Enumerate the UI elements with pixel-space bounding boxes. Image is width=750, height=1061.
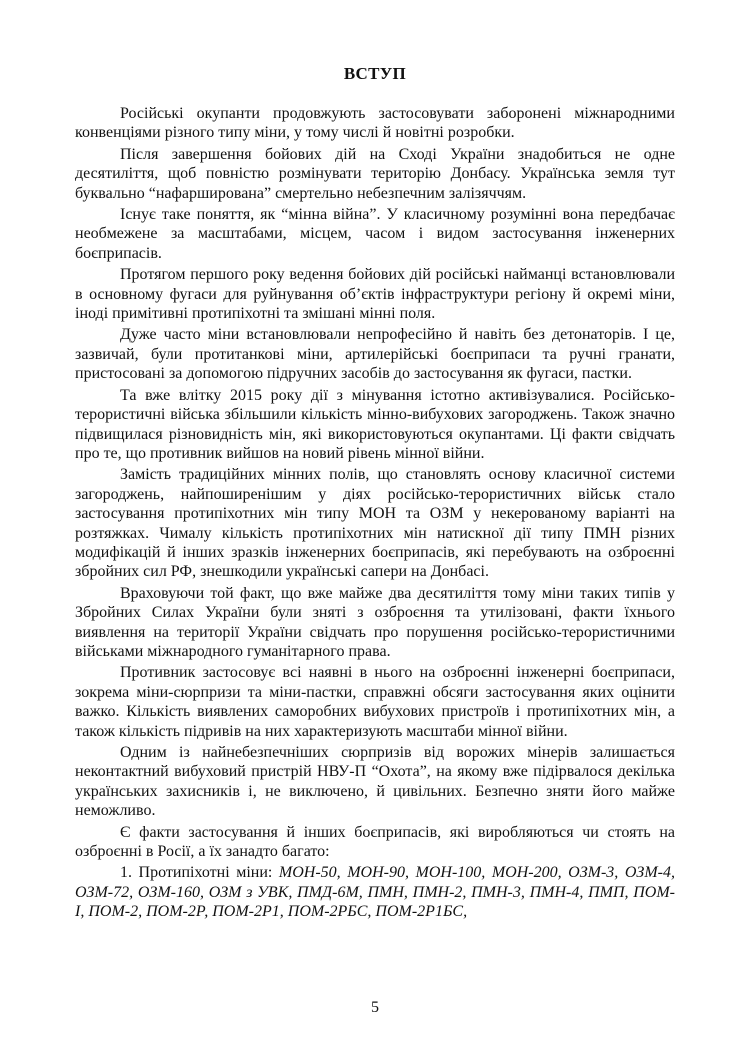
document-page: [75, 64, 675, 922]
paragraph: Враховуючи той факт, що вже майже два десятиліття тому міни таких типів у Збройних Силах України були зняті з озброєння та утилізовані, факти їхнього виявлення на території України свідчать про порушення російсько-терористичними військами міжнародного гуманітарного права.: [75, 584, 675, 660]
list-item-mines: МОН-50, МОН-90, МОН-100, МОН-200, ОЗМ-3, ОЗМ-4, ОЗМ-72, ОЗМ-160, ОЗМ з УВК, ПМД-6М, ПМН, ПМН-2, ПМН-3, ПМН-4, ПМП, ПОМ-І, ПОМ-2, ПОМ-2Р, ПОМ-2Р1, ПОМ-2РБС, ПОМ-2Р1БС,: [75, 864, 675, 921]
paragraph: Існує таке поняття, як “мінна війна”. У класичному розумінні вона передбачає необмежене за масштабами, місцем, часом і видом застосування інженерних боєприпасів.: [75, 206, 675, 262]
paragraph: Противник застосовує всі наявні в нього на озброєнні інженерні боєприпаси, зокрема міни-сюрпризи та міни-пастки, справжні обсяги застосування яких оцінити важко. Кількість виявлених саморобних вибухових пристроїв і протипіхотних мін, а також кількість підривів на них характеризують масштаби мінної війни.: [75, 664, 675, 740]
list-item: [75, 863, 675, 921]
paragraph: Дуже часто міни встановлювали непрофесійно й навіть без детонаторів. І це, зазвичай, були протитанкові міни, артилерійські боєприпаси та ручні гранати, пристосовані за допомогою підручних засобів до застосування як фугаси, пастки.: [75, 326, 675, 383]
paragraph: Замість традиційних мінних полів, що становлять основу класичної системи загороджень, найпоширенішим у діях російсько-терористичних військ стало застосування протипіхотних мін типу МОН та ОЗМ у некерованому варіанті на розтяжках. Чималу кількість протипіхотних мін натискної дії типу ПМН різних модифікацій й інших зразків інженерних боєприпасів, які перебувають на озброєнні збройних сил РФ, знешкодили українські сапери на Донбасі.: [75, 466, 675, 581]
paragraph: Є факти застосування й інших боєприпасів, які виробляються чи стоять на озброєнні в Росії, а їх занадто багато:: [75, 823, 675, 861]
document-title: ВСТУП: [343, 64, 407, 83]
paragraph: Одним із найнебезпечніших сюрпризів від ворожих мінерів залишається неконтактний вибуховий пристрій НВУ-П “Охота”, на якому вже підірвалося декілька українських захисників і, не виключено, й цивільних. Безпечно зняти його майже неможливо.: [75, 744, 675, 820]
paragraph: Російські окупанти продовжують застосовувати заборонені міжнародними конвенціями різного типу міни, у тому числі й новітні розробки.: [75, 105, 675, 142]
paragraph: Після завершення бойових дій на Сході України знадобиться не одне десятиліття, щоб повністю розмінувати територію Донбасу. Українська земля тут буквально “нафарширована” смертельно небезпечним залізяччям.: [75, 145, 675, 202]
paragraph: Та вже влітку 2015 року дії з мінування істотно активізувалися. Російсько-терористичні війська збільшили кількість мінно-вибухових загороджень. Також значно підвищилася різновидність мін, які використовуються окупантами. Ці факти свідчать про те, що противник вийшов на новий рівень мінної війни.: [75, 386, 675, 462]
list-item-prefix: 1. Протипіхотні міни:: [120, 864, 279, 882]
page-number: 5: [371, 999, 379, 1016]
paragraph: Протягом першого року ведення бойових дій російські найманці встановлювали в основному фугаси для руйнування об’єктів інфраструктури регіону й окремі міни, іноді примітивні протипіхотні та змішані мінні поля.: [75, 266, 675, 323]
